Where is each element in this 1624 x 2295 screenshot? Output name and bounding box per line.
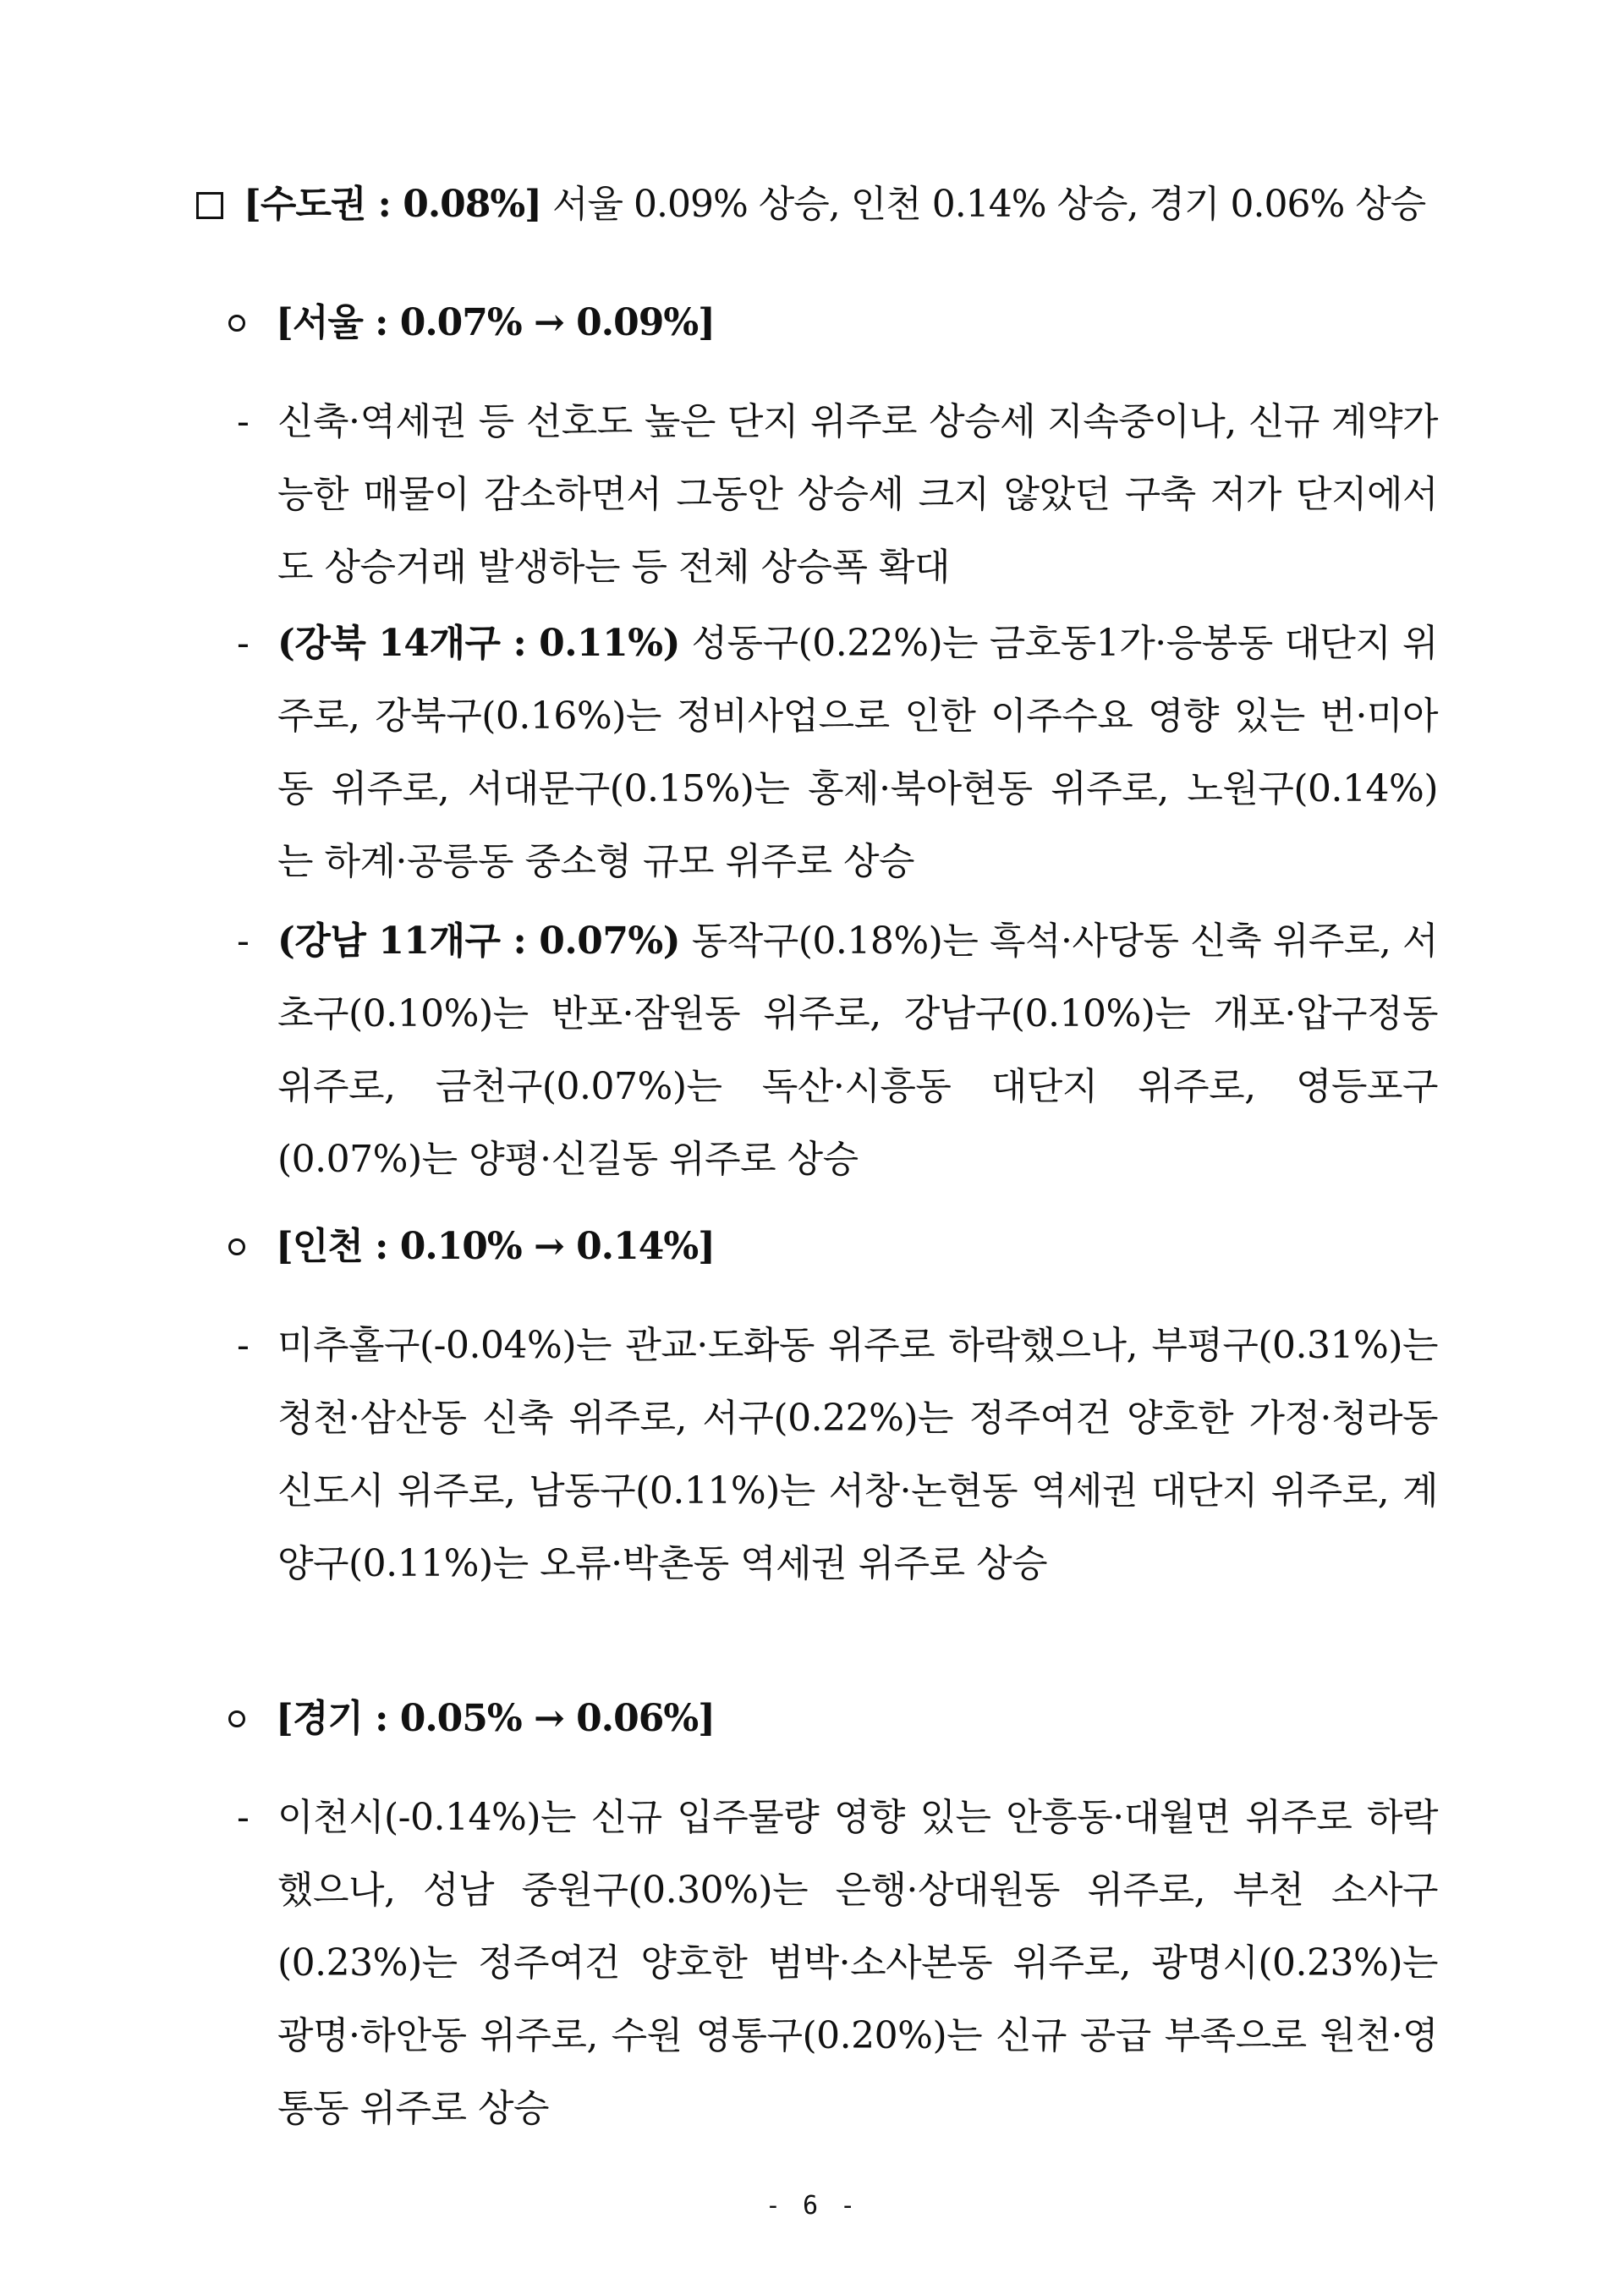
item-body — [277, 607, 1438, 898]
circle-bullet-icon — [228, 1710, 245, 1727]
subheading-title: [경기 : 0.05% → 0.06%] — [276, 1697, 715, 1740]
heading-lead: [수도권 : 0.08%] — [244, 183, 541, 226]
list-item — [237, 607, 1438, 898]
dash-bullet: - — [237, 920, 250, 963]
circle-bullet-icon — [228, 1238, 245, 1255]
item-body — [277, 1782, 1438, 2145]
item-text: 미추홀구(-0.04%)는 관교·도화동 위주로 하락했으나, 부평구(0.31%)는 청천·삼산동 신축 위주로, 서구(0.22%)는 정주여건 양호한 가정·청라동 신도시 위주로, 남동구(0.11%)는 서창·논현동 역세권 대단지 위주로, 계양구(0.11%)는 오류·박촌동 역세권 위주로 상승 — [277, 1324, 1438, 1585]
subheading-incheon — [228, 1222, 715, 1272]
dash-bullet: - — [237, 1796, 250, 1839]
item-text: 동작구(0.18%)는 흑석·사당동 신축 위주로, 서초구(0.10%)는 반포·잠원동 위주로, 강남구(0.10%)는 개포·압구정동 위주로, 금천구(0.07%)는 독산·시흥동 대단지 위주로, 영등포구(0.07%)는 양평·신길동 위주로 상승 — [277, 920, 1438, 1181]
list-item — [237, 1782, 1438, 2145]
item-body — [277, 1309, 1438, 1600]
subheading-title: [서울 : 0.07% → 0.09%] — [276, 301, 715, 344]
subheading-title: [인천 : 0.10% → 0.14%] — [276, 1225, 715, 1268]
item-lead: (강북 14개구 : 0.11%) — [277, 622, 680, 665]
list-item — [237, 386, 1438, 604]
item-text: 성동구(0.22%)는 금호동1가·응봉동 대단지 위주로, 강북구(0.16%)는 정비사업으로 인한 이주수요 영향 있는 번·미아동 위주로, 서대문구(0.15%)는 홍제·북아현동 위주로, 노원구(0.14%)는 하계·공릉동 중소형 규모 위주로 상승 — [277, 622, 1438, 883]
item-text: 이천시(-0.14%)는 신규 입주물량 영향 있는 안흥동·대월면 위주로 하락했으나, 성남 중원구(0.30%)는 은행·상대원동 위주로, 부천 소사구(0.23%)는 정주여건 양호한 범박·소사본동 위주로, 광명시(0.23%)는 광명·하안동 위주로, 수원 영통구(0.20%)는 신규 공급 부족으로 원천·영통동 위주로 상승 — [277, 1796, 1438, 2130]
page-number: - 6 - — [765, 2191, 859, 2221]
subheading-gyeonggi — [228, 1694, 715, 1744]
item-body — [277, 905, 1438, 1196]
subheading-seoul — [228, 298, 715, 349]
heading-text: 서울 0.09% 상승, 인천 0.14% 상승, 경기 0.06% 상승 — [552, 183, 1426, 226]
item-lead: (강남 11개구 : 0.07%) — [277, 920, 681, 963]
square-bullet-icon — [196, 192, 223, 219]
item-text: 신축·역세권 등 선호도 높은 단지 위주로 상승세 지속중이나, 신규 계약가능한 매물이 감소하면서 그동안 상승세 크지 않았던 구축 저가 단지에서도 상승거래 발생하는 등 전체 상승폭 확대 — [277, 400, 1438, 589]
list-item — [237, 1309, 1438, 1600]
item-body — [277, 386, 1438, 604]
section-heading — [196, 179, 1425, 230]
dash-bullet: - — [237, 400, 250, 443]
circle-bullet-icon — [228, 315, 245, 332]
dash-bullet: - — [237, 1324, 250, 1367]
dash-bullet: - — [237, 622, 250, 665]
list-item — [237, 905, 1438, 1196]
